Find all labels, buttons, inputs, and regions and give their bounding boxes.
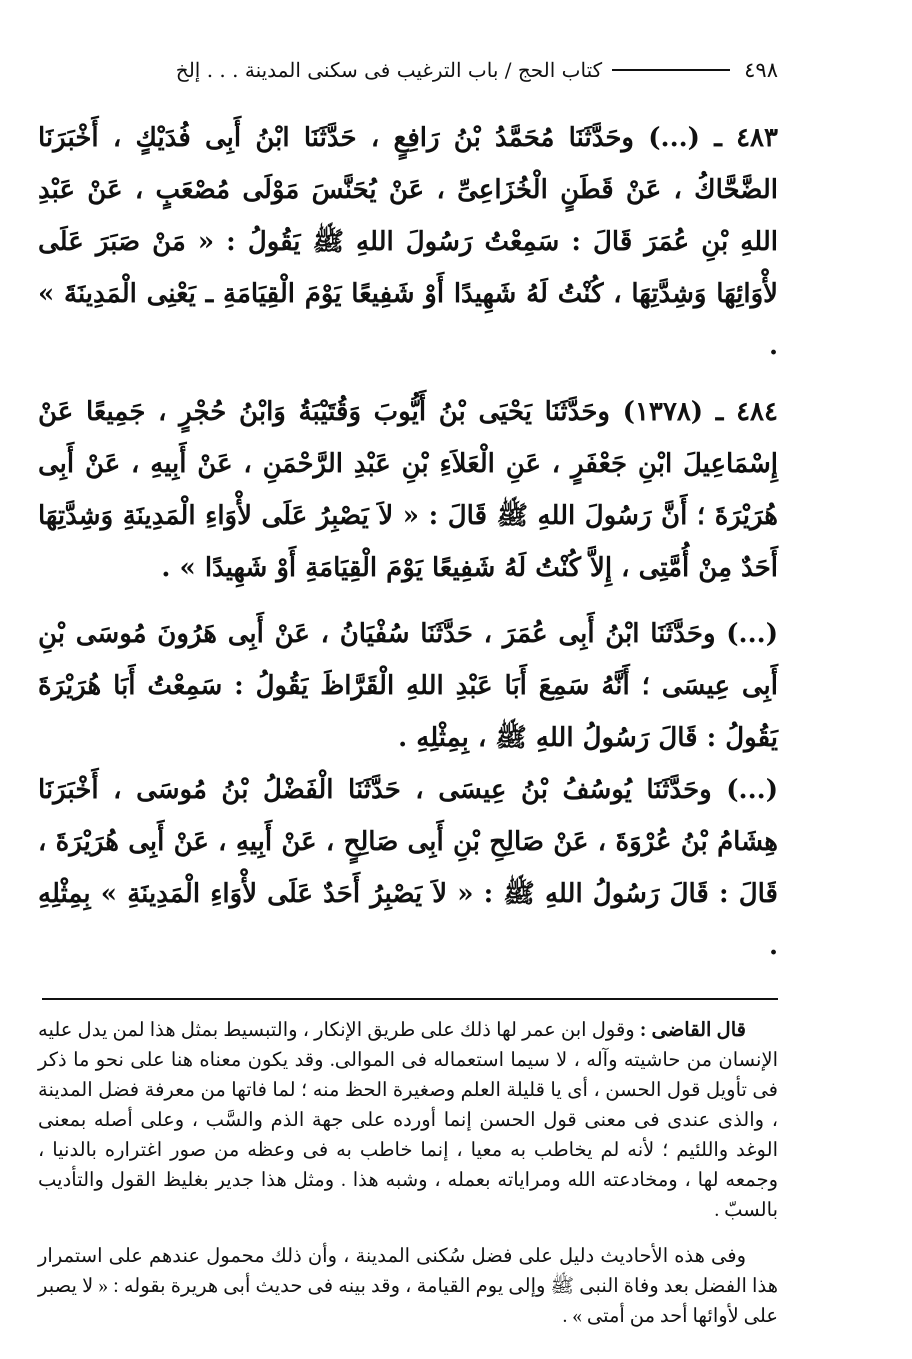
running-header xyxy=(38,50,778,90)
hadith-484: ٤٨٤ ـ (١٣٧٨) وحَدَّثَنَا يَحْيَى بْنُ أَيُّوبَ وَقُتَيْبَةُ وَابْنُ حُجْرٍ ، جَمِيعًا عَنْ إِسْمَاعِيلَ ابْنِ جَعْفَرٍ ، عَنِ الْعَلاَءِ بْنِ عَبْدِ الرَّحْمَنِ ، عَنْ أَبِيهِ ، عَنْ أَبِى هُرَيْرَةَ ؛ أَنَّ رَسُولَ اللهِ ﷺ قَالَ : « لاَ يَصْبِرُ عَلَى لأْوَاءِ الْمَدِينَةِ وَشِدَّتِهَا أَحَدٌ مِنْ أُمَّتِى ، إِلاَّ كُنْتُ لَهُ شَفِيعًا يَوْمَ الْقِيَامَةِ أَوْ شَهِيدًا » . xyxy=(38,397,778,583)
page-number: ٤٩٨ xyxy=(744,58,778,82)
commentary-paragraph-1 xyxy=(38,1016,778,1226)
book-page xyxy=(38,50,778,1332)
chapter-title: كتاب الحج / باب الترغيب فى سكنى المدينة . . . إلخ xyxy=(175,58,603,82)
hadith-484-variant-2: (...) وحَدَّثَنَا يُوسُفُ بْنُ عِيسَى ، حَدَّثَنَا الْفَضْلُ بْنُ مُوسَى ، أَخْبَرَنَا هِشَامُ بْنُ عُرْوَةَ ، عَنْ صَالِحِ بْنِ أَبِى صَالِحٍ ، عَنْ أَبِيهِ ، عَنْ أَبِى هُرَيْرَةَ ، قَالَ : قَالَ رَسُولُ اللهِ ﷺ : « لاَ يَصْبِرُ أَحَدٌ عَلَى لأْوَاءِ الْمَدِينَةِ » بِمِثْلِهِ . xyxy=(38,775,778,961)
commentary-text-1: وقول ابن عمر لها ذلك على طريق الإنكار ، والتبسيط بمثل هذا لمن يدل عليه الإنسان من حاشيته وآله ، لا سيما استعماله فى الموالى. وقد يكون معناه هنا على نحو ما ذكر فى تأويل قول الحسن ، أى يا قليلة العلم وصغيرة الحظ منه ؛ لما فاتها من معرفة فضل المدينة ، والذى عندى فى معنى قول الحسن إنما أورده على جهة الذم والسَّب ، وعلى أصله بمعنى الوغد واللئيم ؛ لأنه لم يخاطب به معيا ، إنما خاطب به فى وعظه من صور اغتراره بالدنيا ، وجمعه لها ، ومخادعته الله ومراياته بعمله ، وشبه هذا . ومثل هذا جدير بغليظ القول والتأديب بالسبّ . xyxy=(38,1020,778,1221)
hadith-483: ٤٨٣ ـ (...) وحَدَّثَنَا مُحَمَّدُ بْنُ رَافِعٍ ، حَدَّثَنَا ابْنُ أَبِى فُدَيْكٍ ، أَخْبَرَنَا الضَّحَّاكُ ، عَنْ قَطَنٍ الْخُزَاعِىِّ ، عَنْ يُحَنَّسَ مَوْلَى مُصْعَبٍ ، عَنْ عَبْدِ اللهِ بْنِ عُمَرَ قَالَ : سَمِعْتُ رَسُولَ اللهِ ﷺ يَقُولُ : « مَنْ صَبَرَ عَلَى لأْوَائِهَا وَشِدَّتِهَا ، كُنْتُ لَهُ شَهِيدًا أَوْ شَفِيعًا يَوْمَ الْقِيَامَةِ ـ يَعْنِى الْمَدِينَةَ » . xyxy=(38,123,778,361)
footnote-divider xyxy=(42,998,778,1000)
hadith-484-variant-1: (...) وحَدَّثَنَا ابْنُ أَبِى عُمَرَ ، حَدَّثَنَا سُفْيَانُ ، عَنْ أَبِى هَرُونَ مُوسَى بْنِ أَبِى عِيسَى ؛ أَنَّهُ سَمِعَ أَبَا عَبْدِ اللهِ الْقَرَّاظَ يَقُولُ : سَمِعْتُ أَبَا هُرَيْرَةَ يَقُولُ : قَالَ رَسُولُ اللهِ ﷺ ، بِمِثْلِهِ . xyxy=(38,619,778,753)
header-rule xyxy=(612,69,730,71)
commentary-paragraph-2: وفى هذه الأحاديث دليل على فضل سُكنى المدينة ، وأن ذلك محمول عندهم على استمرار هذا الفضل بعد وفاة النبى ﷺ وإلى يوم القيامة ، وقد بينه فى حديث أبى هريرة بقوله : « لا يصبر على لأوائها أحد من أمتى » . xyxy=(38,1246,778,1327)
commentary-lead: قال القاضى : xyxy=(639,1020,746,1041)
